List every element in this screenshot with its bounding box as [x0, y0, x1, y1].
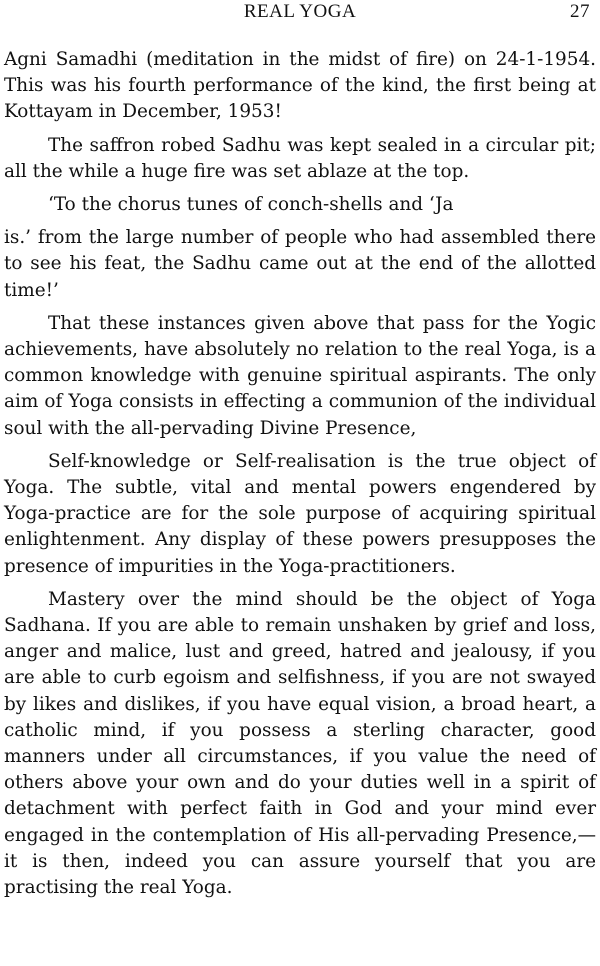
running-title: REAL YOGA — [243, 1, 357, 22]
body-text — [4, 47, 596, 901]
paragraph-1: Agni Samadhi (meditation in the midst of fire) on 24-1-1954. This was his fourth performance of the kind, the first being at Kottayam in December, 1953! — [4, 49, 596, 123]
page-number: 27 — [570, 1, 590, 22]
paragraph-2: The saffron robed Sadhu was kept sealed in a circular pit; all the while a huge fire was set ablaze at the top. — [4, 134, 596, 182]
paragraph-4: is.’ from the large number of people who had assembled there to see his feat, the Sadhu came out at the end of the allotted time!’ — [4, 227, 596, 301]
running-header — [4, 0, 596, 30]
paragraph-6: Self-knowledge or Self-realisation is the true object of Yoga. The subtle, vital and mental powers engendered by Yoga-practice are for the sole purpose of acquiring spiritual enlightenment. Any display of these powers presupposes the presence of impurities in the Yoga-practitioners. — [4, 450, 596, 577]
paragraph-3: ‘To the chorus tunes of conch-shells and ‘Ja — [48, 194, 454, 216]
paragraph-5: That these instances given above that pass for the Yogic achievements, have absolutely no relation to the real Yoga, is a common knowledge with genuine spiritual aspirants. The only aim of Yoga consists in effecting a communion of the individual soul with the all-pervading Divine Presence, — [4, 312, 596, 439]
paragraph-7: Mastery over the mind should be the object of Yoga Sadhana. If you are able to remain unshaken by grief and loss, anger and malice, lust and greed, hatred and jealousy, if you are able to curb egoism and selfishness, if you are not swayed by likes and dislikes, if you have equal vision, a broad heart, a catholic mind, if you possess a sterling character, good manners under all circumstances, if you value the need of others above your own and do your duties well in a spirit of detachment with perfect faith in God and your mind ever engaged in the contemplation of His all-pervading Presence,—it is then, indeed you can assure yourself that you are practising the real Yoga. — [4, 588, 596, 899]
